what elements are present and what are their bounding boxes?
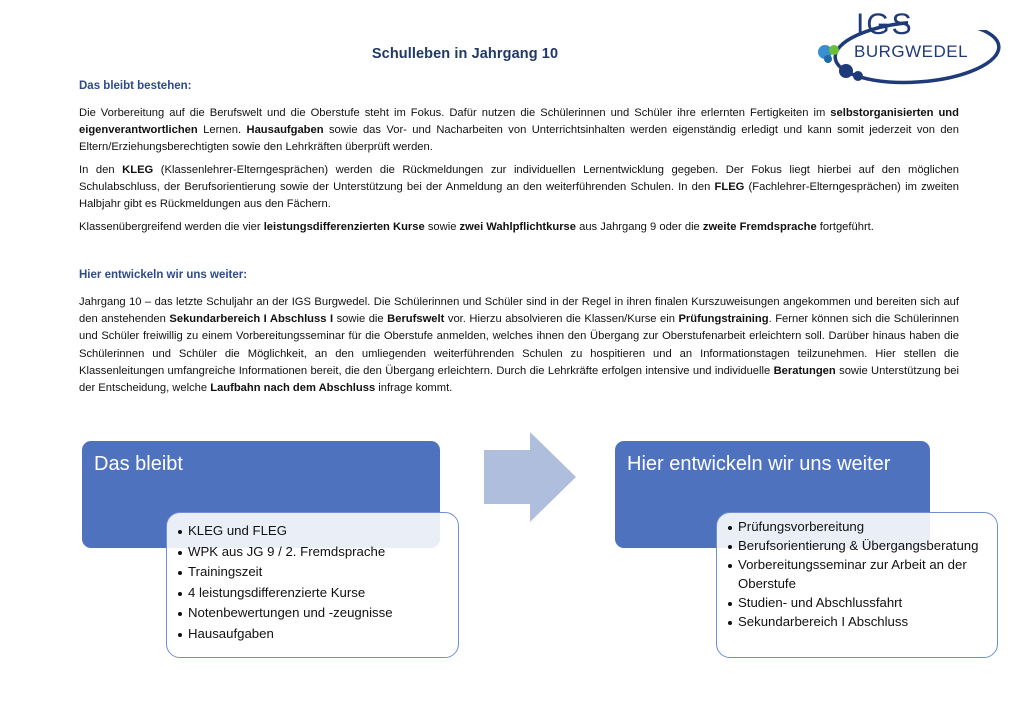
list-item: Trainingszeit (177, 562, 448, 583)
weiterentwickeln-title: Hier entwickeln wir uns weiter (627, 453, 891, 475)
paragraph-kurse: Klassenübergreifend werden die vier leistungsdifferenzierten Kurse sowie zwei Wahlpflichtkurse aus Jahrgang 9 oder die zweite Fremdsprache fortgeführt. (79, 221, 874, 233)
list-item: Berufsorientierung & Übergangsberatung (727, 536, 987, 555)
svg-text:BURGWEDEL: BURGWEDEL (854, 42, 969, 61)
list-item: Prüfungsvorbereitung (727, 517, 987, 536)
list-item: Sekundarbereich I Abschluss (727, 612, 987, 631)
svg-text:IGS: IGS (856, 8, 914, 41)
list-item: 4 leistungsdifferenzierte Kurse (177, 583, 448, 604)
list-item: Studien- und Abschlussfahrt (727, 593, 987, 612)
right-arrow-icon (484, 432, 576, 522)
list-item: Vorbereitungsseminar zur Arbeit an der Oberstufe (727, 555, 987, 593)
list-item: Notenbewertungen und -zeugnisse (177, 603, 448, 624)
section-heading-weiterentwickeln: Hier entwickeln wir uns weiter: (79, 269, 248, 281)
list-item: KLEG und FLEG (177, 521, 448, 542)
paragraph-berufswelt: Die Vorbereitung auf die Berufswelt und die Oberstufe steht im Fokus. Dafür nutzen die Schülerinnen und Schüler ihre erlernten Fertigkeiten im selbstorganisierten und eigenverantwortlichen Lernen. Hausaufgaben sowie das Vor- und Nacharbeiten von Unterrichtsinhalten werden eigenständig erledigt und kann somit jederzeit von den Eltern/Erziehungsberechtigten sowie den Lehrkräften überprüft werden. (79, 107, 959, 154)
paragraph-jahrgang-10: Jahrgang 10 – das letzte Schuljahr an der IGS Burgwedel. Die Schülerinnen und Schüler sind in der Regel in ihren finalen Kurszuweisungen angekommen und bereiten sich auf den anstehenden Sekundarbereich I Abschluss I sowie die Berufswelt vor. Hierzu absolvieren die Klassen/Kurse ein Prüfungstraining. Ferner können sich die Schülerinnen und Schüler freiwillig zu einem Vorbereitungsseminar für die Oberstufe anmelden, welches ihnen den Übergang zur Oberstufenarbeit erleichtern soll. Darüber hinaus haben die Schülerinnen und Schüler die Möglichkeit, an den umliegenden weiterführenden Schulen zu hospitieren und an Informationstagen teilzunehmen. Hier stellen die Klassenleitungen umfangreiche Informationen bereit, die den Übergang erleichtern. Durch die Lehrkräfte erfolgen intensive und individuelle Beratungen sowie Unterstützung bei der Entscheidung, welche Laufbahn nach dem Abschluss infrage kommt. (79, 296, 960, 395)
weiterentwickeln-list (716, 512, 998, 658)
paragraph-kleg-fleg: In den KLEG (Klassenlehrer-Elterngesprächen) werden die Rückmeldungen zur individuellen Lernentwicklung gegeben. Der Fokus liegt hierbei auf den möglichen Schulabschluss, der Berufsorientierung sowie der Unterstützung bei der Anmeldung an den weiterführenden Schulen. In den FLEG (Fachlehrer-Elterngesprächen) im zweiten Halbjahr gibt es Rückmeldungen aus den Fächern. (79, 164, 959, 211)
section-heading-das-bleibt: Das bleibt bestehen: (79, 80, 192, 92)
das-bleibt-title: Das bleibt (94, 453, 183, 475)
list-item: Hausaufgaben (177, 624, 448, 645)
igs-burgwedel-logo-icon (812, 6, 1002, 101)
page-title: Schulleben in Jahrgang 10 (371, 46, 559, 62)
das-bleibt-list (166, 512, 459, 658)
list-item: WPK aus JG 9 / 2. Fremdsprache (177, 542, 448, 563)
